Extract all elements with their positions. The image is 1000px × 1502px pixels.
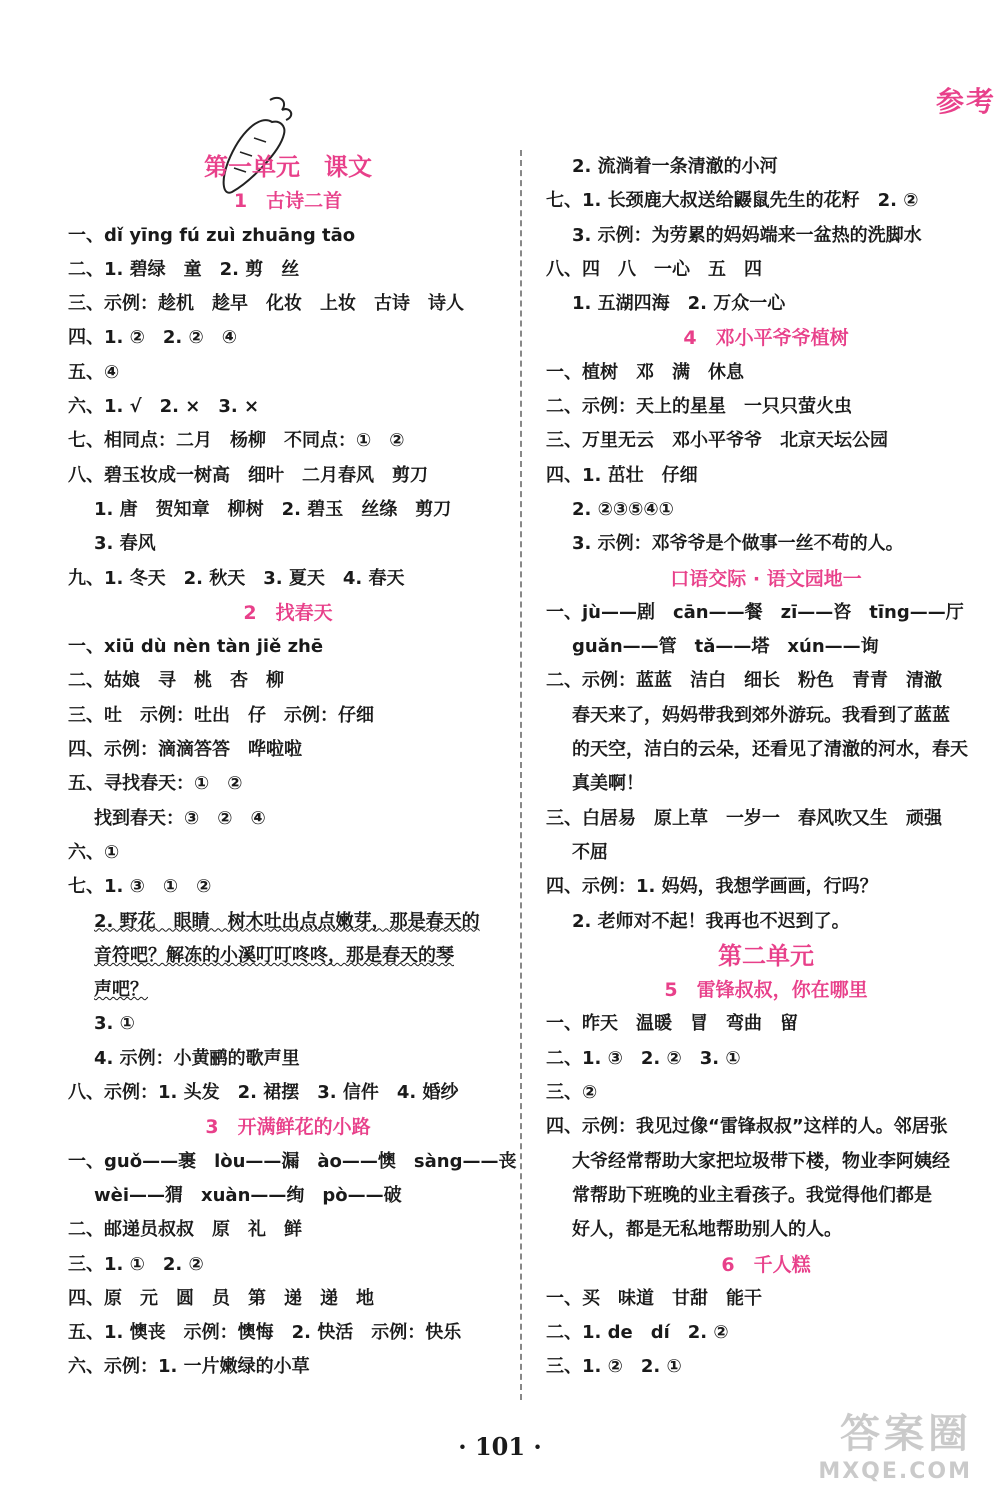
right-answer-line: 一、昨天 温暖 冒 弯曲 留 <box>546 1013 798 1035</box>
left-answer-line: 找到春天：③ ② ④ <box>94 807 266 829</box>
left-answer-line: 4. 示例：小黄鹂的歌声里 <box>94 1047 300 1069</box>
left-answer-line: 3. 春风 <box>94 533 156 555</box>
right-answer-line: 的天空，洁白的云朵，还看见了清澈的河水，春天 <box>572 739 968 761</box>
left-answer-line: 四、原 元 圆 员 第 递 递 地 <box>68 1287 374 1309</box>
page-number: · 101 · <box>458 1432 542 1461</box>
right-answer-line: 口语交际 · 语文园地一 <box>670 567 862 590</box>
right-answer-line: 4 邓小平爷爷植树 <box>683 327 849 350</box>
right-answer-line: 一、买 味道 甘甜 能干 <box>546 1287 762 1309</box>
left-answer-line: 3. ① <box>94 1013 135 1035</box>
right-column <box>546 150 986 1385</box>
right-answer-line: 不屈 <box>572 841 608 863</box>
left-answer-line: 四、示例：滴滴答答 哗啦啦 <box>68 739 302 761</box>
right-answer-line: 2. ②③⑤④① <box>572 498 674 520</box>
left-answer-line: 七、1. ③ ① ② <box>68 876 212 898</box>
right-answer-line: 第二单元 <box>718 941 814 970</box>
left-answer-line: 九、1. 冬天 2. 秋天 3. 夏天 4. 春天 <box>68 567 405 589</box>
left-answer-line: 八、示例：1. 头发 2. 裙摆 3. 信件 4. 婚纱 <box>68 1082 459 1104</box>
right-answer-line: 春天来了，妈妈带我到郊外游玩。我看到了蓝蓝 <box>572 704 950 726</box>
right-answer-line: 二、1. ③ 2. ② 3. ① <box>546 1047 741 1069</box>
right-answer-line: 2. 老师对不起！我再也不迟到了。 <box>572 910 850 932</box>
left-answer-line: 五、寻找春天：① ② <box>68 773 243 795</box>
left-answer-line: 四、1. ② 2. ② ④ <box>68 327 237 349</box>
right-answer-line: guǎn——管 tǎ——塔 xún——询 <box>572 636 879 658</box>
right-answer-line: 一、jù——剧 cān——餐 zī——咨 tīng——厅 <box>546 601 964 623</box>
left-answer-line: 三、示例：趁机 趁早 化妆 上妆 古诗 诗人 <box>68 293 464 315</box>
watermark-site: MXQE.COM <box>818 1459 972 1484</box>
left-answer-line: 二、姑娘 寻 桃 杏 柳 <box>68 670 284 692</box>
left-column <box>68 150 517 1385</box>
left-answer-line: 一、guǒ——裹 lòu——漏 ào——懊 sàng——丧 <box>68 1150 517 1172</box>
left-answer-line: 第一单元 课文 <box>204 153 372 181</box>
left-answer-line: 声吧？ <box>94 979 148 1001</box>
left-answer-line: 三、吐 示例：吐出 仔 示例：仔细 <box>68 704 374 726</box>
left-answer-line: 六、示例：1. 一片嫩绿的小草 <box>68 1356 310 1378</box>
left-answer-line: 音符吧？解冻的小溪叮叮咚咚，那是春天的琴 <box>94 944 454 966</box>
right-answer-line: 5 雷锋叔叔，你在哪里 <box>664 979 868 1002</box>
right-answer-line: 三、② <box>546 1082 598 1104</box>
left-answer-line: 六、1. √ 2. × 3. × <box>68 396 260 418</box>
right-answer-line: 八、四 八 一心 五 四 <box>546 258 762 280</box>
left-answer-line: 2. 野花 眼睛 树木吐出点点嫩芽，那是春天的 <box>94 910 480 932</box>
left-answer-line: 2 找春天 <box>243 601 333 624</box>
left-answer-line: 八、碧玉妆成一树高 细叶 二月春风 剪刀 <box>68 464 428 486</box>
right-answer-line: 大爷经常帮助大家把垃圾带下楼，物业李阿姨经 <box>572 1150 950 1172</box>
right-answer-line: 一、植树 邓 满 休息 <box>546 361 744 383</box>
left-answer-line: 一、dǐ yīng fú zuì zhuāng tāo <box>68 224 356 246</box>
right-answer-line: 三、万里无云 邓小平爷爷 北京天坛公园 <box>546 430 888 452</box>
right-answer-line: 二、示例：天上的星星 一只只萤火虫 <box>546 396 852 418</box>
left-answer-line: 五、④ <box>68 361 120 383</box>
right-answer-line: 三、白居易 原上草 一岁一 春风吹又生 顽强 <box>546 807 942 829</box>
right-answer-line: 七、1. 长颈鹿大叔送给鼹鼠先生的花籽 2. ② <box>546 190 919 212</box>
right-answer-line: 四、1. 茁壮 仔细 <box>546 464 698 486</box>
right-answer-line: 6 千人糕 <box>721 1253 811 1276</box>
left-answer-line: 三、1. ① 2. ② <box>68 1253 204 1275</box>
left-answer-line: 六、① <box>68 841 120 863</box>
right-answer-line: 常帮助下班晚的业主看孩子。我觉得他们都是 <box>572 1184 932 1206</box>
right-answer-line: 三、1. ② 2. ① <box>546 1356 682 1378</box>
left-answer-line: 1 古诗二首 <box>233 190 343 213</box>
watermark-main: 答案圈 <box>840 1411 972 1457</box>
right-answer-line: 真美啊！ <box>572 773 644 795</box>
right-answer-line: 二、1. de dí 2. ② <box>546 1322 729 1344</box>
column-divider <box>520 150 522 1400</box>
left-answer-line: 二、1. 碧绿 童 2. 剪 丝 <box>68 258 300 280</box>
left-answer-line: 1. 唐 贺知章 柳树 2. 碧玉 丝绦 剪刀 <box>94 498 452 520</box>
left-answer-line: 二、邮递员叔叔 原 礼 鲜 <box>68 1219 302 1241</box>
left-answer-line: 一、xiū dù nèn tàn jiě zhē <box>68 636 324 658</box>
watermark <box>818 1402 972 1484</box>
reference-corner-title: 参考 <box>935 85 996 118</box>
right-answer-line: 1. 五湖四海 2. 万众一心 <box>572 293 786 315</box>
left-answer-line: 七、相同点：二月 杨柳 不同点：① ② <box>68 430 405 452</box>
right-answer-line: 3. 示例：为劳累的妈妈端来一盆热的洗脚水 <box>572 224 922 246</box>
left-answer-line: wèi——猬 xuàn——绚 pò——破 <box>94 1184 402 1206</box>
right-answer-line: 四、示例：我见过像“雷锋叔叔”这样的人。邻居张 <box>546 1116 948 1138</box>
right-answer-line: 四、示例：1. 妈妈，我想学画画，行吗？ <box>546 876 878 898</box>
right-answer-line: 好人，都是无私地帮助别人的人。 <box>572 1219 842 1241</box>
left-answer-line: 五、1. 懊丧 示例：懊悔 2. 快活 示例：快乐 <box>68 1322 462 1344</box>
right-answer-line: 2. 流淌着一条清澈的小河 <box>572 156 778 177</box>
right-answer-line: 二、示例：蓝蓝 洁白 细长 粉色 青青 清澈 <box>546 670 942 692</box>
left-answer-line: 3 开满鲜花的小路 <box>205 1116 371 1139</box>
right-answer-line: 3. 示例：邓爷爷是个做事一丝不苟的人。 <box>572 533 904 555</box>
